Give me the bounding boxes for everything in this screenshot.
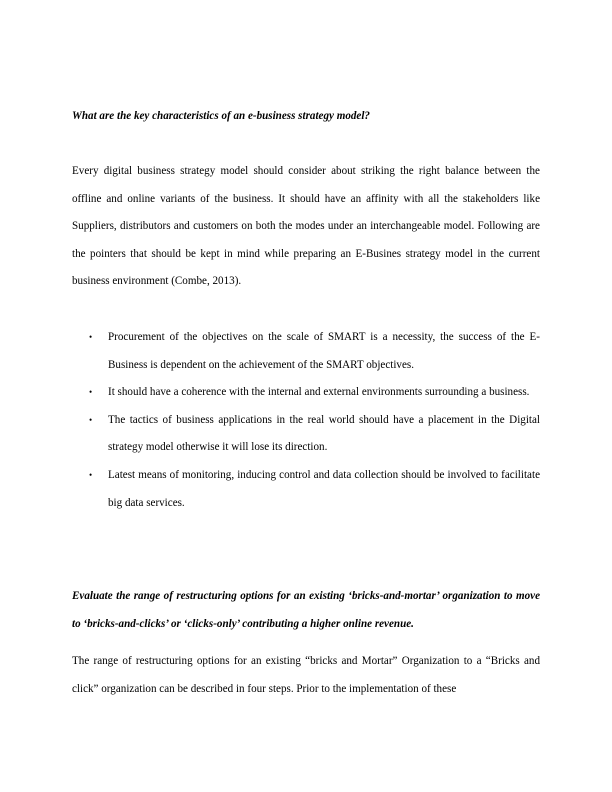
bullet-icon: •	[89, 469, 93, 480]
bullet-icon: •	[89, 414, 93, 425]
section-heading-restructuring-options: Evaluate the range of restructuring options for an existing ‘bricks-and-mortar’ organization to move to ‘bricks-and-clicks’ or ‘clicks-only’ contributing a higher online revenue.	[72, 590, 540, 630]
bullet-icon: •	[89, 332, 93, 342]
list-item	[72, 462, 540, 517]
bullet-text: It should have a coherence with the internal and external environments surrounding a business.	[108, 386, 530, 399]
list-item	[72, 324, 540, 379]
intro-paragraph: Every digital business strategy model should consider about striking the right balance between the offline and online variants of the business. It should have an affinity with all the stakeholders like Suppliers, distributors and customers on both the modes under an interchangeable model. Following are the pointers that should be kept in mind while preparing an E-Busines strategy model in the current business environment (Combe, 2013).	[72, 165, 540, 288]
list-item	[72, 379, 540, 407]
bullet-text: Procurement of the objectives on the scale of SMART is a necessity, the success of the E-Business is dependent on the achievement of the SMART objectives.	[108, 331, 540, 371]
bullet-icon: •	[89, 387, 93, 398]
section-heading-ebusiness-characteristics: What are the key characteristics of an e-business strategy model?	[72, 110, 370, 122]
bullet-text: The tactics of business applications in the real world should have a placement in the Digital strategy model otherwise it will lose its direction.	[108, 413, 540, 454]
bullet-text: Latest means of monitoring, inducing control and data collection should be involved to facilitate big data services.	[108, 468, 540, 509]
restructuring-paragraph: The range of restructuring options for an existing “bricks and Mortar” Organization to a “Bricks and click” organization can be described in four steps. Prior to the implementation of these	[72, 655, 540, 695]
list-item	[72, 407, 540, 462]
characteristics-bullet-list	[72, 324, 540, 517]
